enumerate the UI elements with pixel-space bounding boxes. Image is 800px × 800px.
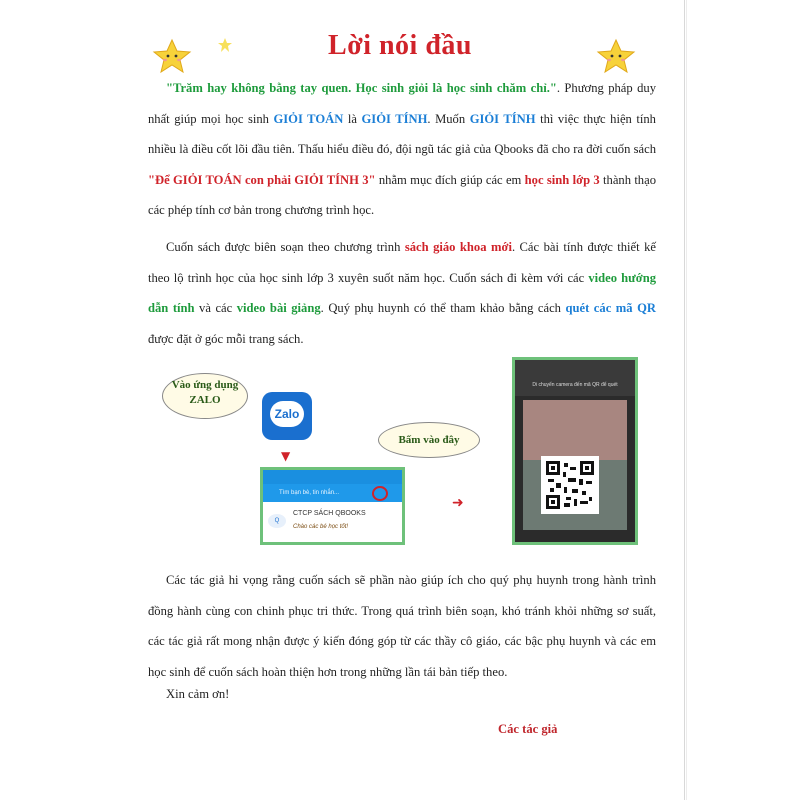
quote-text: "Trăm hay không bằng tay quen. Học sinh giỏi là học sinh chăm chỉ.": [166, 81, 557, 95]
highlight-video-guide: video hướng dẫn tính: [148, 270, 656, 315]
qr-scanner-screenshot: [512, 357, 638, 545]
highlight-gioi-tinh: GIỎI TÍNH: [361, 111, 428, 126]
scanner-header: [515, 360, 635, 396]
curriculum-paragraph: [148, 232, 656, 354]
qr-pattern: [546, 461, 594, 509]
phone-search-bar: [263, 484, 402, 502]
page-title: Lời nói đầu: [328, 30, 472, 61]
text-span: nhằm mục đích giúp các em: [375, 172, 525, 187]
callout-line: ZALO: [189, 394, 221, 406]
search-placeholder: Tìm bạn bè, tin nhắn...: [279, 490, 340, 496]
text-span: được đặt ở góc mỗi trang sách.: [148, 331, 304, 346]
zalo-icon-label: Zalo: [270, 401, 304, 427]
qr-code-icon: [541, 456, 599, 514]
zalo-callout-bubble: [162, 373, 248, 419]
phone-screenshot: [260, 467, 405, 545]
highlight-grade: học sinh lớp 3: [524, 172, 600, 187]
chat-name: CTCP SÁCH QBOOKS: [293, 510, 366, 517]
text-span: thì việc thực hiện tính nhiều là điều cốt lõi đầu tiên. Thấu hiểu điều đó, đội ngũ tác giả của Qbooks đã cho ra đời cuốn sách: [148, 111, 656, 156]
text-span: . Quý phụ huynh có thể tham khảo bằng cách: [320, 301, 566, 315]
scanner-hint: Di chuyển camera đến mã QR để quét: [532, 382, 618, 388]
text-span: thành thạo các phép tính cơ bản trong chương trình học.: [148, 172, 656, 217]
arrow-right-icon: ➜: [452, 495, 464, 511]
text-span: . Các bài tính được thiết kế theo lộ trình học của học sinh lớp 3 xuyên suốt năm học. Cuốn sách đi kèm với các: [148, 240, 656, 285]
text-span: . Muốn: [427, 111, 470, 126]
signature: Các tác giả: [498, 722, 558, 736]
closing-paragraph: Các tác giả hi vọng rằng cuốn sách sẽ phần nào giúp ích cho quý phụ huynh trong hành trình đồng hành cùng con chinh phục tri thức. Trong quá trình biên soạn, khó tránh khỏi những sơ suất, các tác giả rất mong nhận được ý kiến đóng góp từ các thầy cô giáo, các bậc phụ huynh và các em học sinh để cuốn sách hoàn thiện hơn trong những lần tái bản tiếp theo.: [148, 573, 656, 679]
qbooks-logo: Q: [268, 514, 286, 528]
text-span: và các: [194, 301, 237, 315]
callout-line: Vào ứng dụng: [171, 379, 239, 391]
page-edge: [684, 0, 685, 800]
page-edge-shadow: [686, 0, 687, 800]
highlight-gioi-tinh: GIỎI TÍNH: [469, 111, 536, 126]
zalo-app-icon: [262, 392, 312, 440]
highlight-qr: quét các mã QR: [565, 301, 656, 315]
highlight-video-lecture: video bài giảng: [236, 301, 321, 315]
phone-status-bar: [263, 470, 402, 484]
tap-callout-bubble: Bấm vào đây: [378, 422, 480, 458]
chat-message: Chào các bé học tốt!: [293, 524, 349, 530]
intro-paragraph: [148, 73, 656, 226]
text-span: Cuốn sách được biên soạn theo chương trình: [166, 240, 405, 254]
text-span: là: [343, 111, 362, 126]
highlight-gioi-toan: GIỎI TOÁN: [273, 111, 344, 126]
scanner-background: [523, 400, 627, 460]
arrow-down-icon: ▼: [281, 449, 291, 463]
qr-scan-icon: [372, 486, 388, 501]
text-span: . Phương pháp duy nhất giúp mọi học sinh: [148, 81, 656, 126]
highlight-textbook: sách giáo khoa mới: [404, 240, 512, 254]
book-title: "Để GIỎI TOÁN con phải GIỎI TÍNH 3": [148, 172, 376, 187]
thanks-text: Xin cảm ơn!: [166, 687, 230, 701]
